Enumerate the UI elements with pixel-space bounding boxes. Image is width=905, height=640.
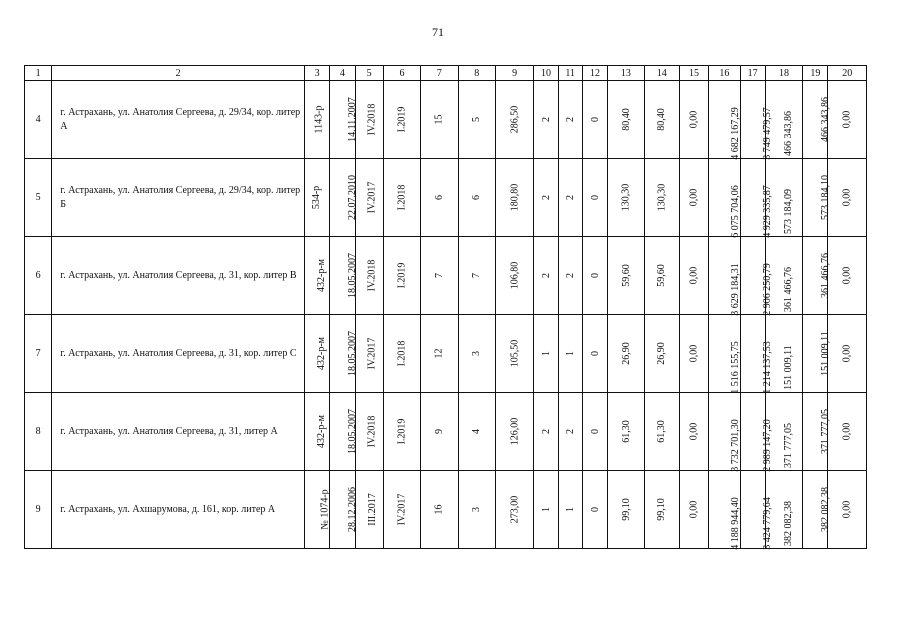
table-row (25, 159, 867, 237)
header-cell: 10 (534, 66, 558, 81)
value-text: 0,00 (688, 188, 700, 207)
value-text: IV.2017 (365, 337, 377, 370)
value-text: 1 (540, 351, 552, 356)
value-cell-c5 (355, 81, 383, 159)
value-cell-c9 (495, 393, 533, 471)
value-text: 151 009,11 (820, 331, 832, 376)
value-text: 4 929 335,87 (761, 185, 773, 238)
value-text: 4 (471, 429, 483, 434)
value-cell-c13 (608, 315, 644, 393)
value-text: 2 (540, 117, 552, 122)
value-text: 0,00 (688, 266, 700, 285)
value-cell-c20 (828, 159, 867, 237)
value-text: 130,30 (656, 183, 668, 212)
value-cell-c3 (304, 81, 329, 159)
value-cell-c12 (582, 159, 607, 237)
value-text: 14.11.2007 (347, 97, 359, 142)
value-text: 0 (589, 507, 601, 512)
table-row (25, 393, 867, 471)
value-text: 26,90 (656, 342, 668, 365)
value-text: I.2019 (396, 106, 408, 133)
value-cell-c9 (495, 159, 533, 237)
header-cell: 3 (304, 66, 329, 81)
value-cell-c17 (740, 393, 773, 472)
value-text: 5 (471, 117, 483, 122)
value-cell-c12 (582, 81, 607, 159)
value-text: 0,00 (841, 500, 853, 519)
value-text: 1 (564, 507, 576, 512)
value-cell-c8 (458, 393, 495, 471)
value-text: I.2019 (396, 262, 408, 289)
value-text: 99,10 (620, 498, 632, 521)
value-cell-c8 (458, 471, 495, 549)
value-cell-c12 (582, 471, 607, 549)
value-cell-c4 (330, 471, 359, 549)
value-text: 7 (471, 273, 483, 278)
value-cell-c4 (330, 81, 359, 159)
value-cell-c15 (679, 81, 708, 159)
value-cell-c19 (803, 159, 832, 237)
value-text: 18.05.2007 (347, 331, 359, 376)
value-text: 1 (564, 351, 576, 356)
value-text: 2 (564, 429, 576, 434)
row-number-cell: 7 (25, 315, 52, 393)
value-cell-c16 (709, 81, 740, 159)
value-cell-c7 (421, 159, 458, 237)
header-cell: 18 (765, 66, 802, 81)
value-text: 4 682 167,29 (729, 107, 741, 160)
value-text: 7 (433, 273, 445, 278)
value-text: 1143-р (313, 105, 325, 134)
value-text: 4 188 944,40 (729, 497, 741, 550)
value-cell-c3 (304, 159, 329, 237)
value-cell-c17 (740, 315, 773, 394)
header-cell: 12 (582, 66, 607, 81)
value-text: 3 732 701,30 (729, 419, 741, 472)
value-cell-c13 (608, 237, 644, 315)
header-cell: 8 (458, 66, 495, 81)
value-text: 105,50 (509, 339, 521, 368)
value-text: IV.2017 (365, 181, 377, 214)
housing-table (24, 65, 867, 549)
value-cell-c8 (458, 237, 495, 315)
value-cell-c19 (803, 393, 832, 471)
value-text: 16 (433, 504, 445, 515)
value-text: 18.05.2007 (347, 253, 359, 298)
value-text: 466 343,86 (820, 97, 832, 142)
value-text: 0,00 (688, 422, 700, 441)
value-text: IV.2018 (365, 415, 377, 448)
value-cell-c9 (495, 315, 533, 393)
value-text: 180,80 (509, 183, 521, 212)
value-cell-c12 (582, 315, 607, 393)
value-text: 1 (540, 507, 552, 512)
value-cell-c16 (709, 237, 740, 315)
value-text: 3 (471, 351, 483, 356)
header-cell: 1 (25, 66, 52, 81)
value-cell-c10 (534, 471, 558, 549)
table-row (25, 471, 867, 549)
row-number-cell: 5 (25, 159, 52, 237)
value-text: 22.07.2010 (347, 175, 359, 220)
value-cell-c9 (495, 81, 533, 159)
row-number-cell: 9 (25, 471, 52, 549)
value-text: 0,00 (841, 422, 853, 441)
value-text: 2 (564, 195, 576, 200)
value-cell-c17 (740, 159, 773, 238)
value-cell-c3 (304, 237, 329, 315)
header-cell: 7 (421, 66, 458, 81)
value-text: 1 214 137,53 (761, 341, 773, 394)
value-text: 0,00 (841, 110, 853, 129)
value-text: 0 (589, 195, 601, 200)
value-text: 371 777,05 (820, 409, 832, 454)
value-text: 12 (433, 348, 445, 359)
value-cell-c8 (458, 81, 495, 159)
value-text: 0 (589, 429, 601, 434)
value-text: 2 (540, 195, 552, 200)
page-number: 71 (432, 25, 444, 39)
value-cell-c4 (330, 237, 359, 315)
header-cell: 2 (52, 66, 305, 81)
value-cell-c11 (558, 159, 582, 237)
address-cell: г. Астрахань, ул. Анатолия Сергеева, д. 31, кор. литер В (52, 237, 305, 315)
value-cell-c3 (304, 393, 329, 471)
header-cell: 20 (828, 66, 867, 81)
value-text: IV.2017 (396, 493, 408, 526)
header-cell: 15 (679, 66, 708, 81)
value-text: 0,00 (688, 344, 700, 363)
value-text: 6 (433, 195, 445, 200)
value-cell-c20 (828, 315, 867, 393)
value-text: 0 (589, 117, 601, 122)
value-cell-c13 (608, 81, 644, 159)
value-text: 151 009,11 (782, 345, 794, 390)
value-cell-c7 (421, 393, 458, 471)
value-text: 371 777,05 (782, 423, 794, 468)
address-cell: г. Астрахань, ул. Ахшарумова, д. 161, кор. литер А (52, 471, 305, 549)
value-text: 15 (433, 114, 445, 125)
value-cell-c15 (679, 471, 708, 549)
value-text: 59,60 (620, 264, 632, 287)
value-text: 0 (589, 273, 601, 278)
header-cell: 14 (644, 66, 679, 81)
value-text: 3 424 779,64 (761, 497, 773, 550)
value-text: 6 (471, 195, 483, 200)
value-cell-c12 (582, 393, 607, 471)
value-text: III.2017 (366, 493, 378, 526)
value-text: 1 516 155,75 (729, 341, 741, 394)
table-row (25, 81, 867, 159)
value-cell-c14 (644, 237, 679, 315)
value-text: I.2018 (396, 340, 408, 367)
value-cell-c5 (355, 237, 383, 315)
value-cell-c15 (679, 159, 708, 237)
value-cell-c15 (679, 393, 708, 471)
address-cell: г. Астрахань, ул. Анатолия Сергеева, д. 29/34, кор. литер Б (52, 159, 305, 237)
value-cell-c15 (679, 315, 708, 393)
value-text: 106,80 (509, 261, 521, 290)
value-cell-c11 (558, 237, 582, 315)
value-cell-c14 (644, 393, 679, 471)
value-cell-c13 (608, 393, 644, 471)
value-text: 361 466,76 (820, 253, 832, 298)
value-text: 0,00 (688, 500, 700, 519)
value-text: 80,40 (620, 108, 632, 131)
value-cell-c6 (383, 237, 420, 315)
value-text: 361 466,76 (782, 267, 794, 312)
table-row (25, 237, 867, 315)
value-text: 2 989 147,20 (761, 419, 773, 472)
value-cell-c3 (304, 471, 329, 549)
value-cell-c7 (421, 237, 458, 315)
value-text: 126,00 (509, 417, 521, 446)
value-cell-c10 (534, 393, 558, 471)
value-cell-c4 (330, 393, 359, 471)
value-cell-c14 (644, 81, 679, 159)
value-cell-c4 (330, 159, 359, 237)
address-cell: г. Астрахань, ул. Анатолия Сергеева, д. 31, литер А (52, 393, 305, 471)
value-text: 382 082,38 (820, 487, 832, 532)
value-cell-c11 (558, 315, 582, 393)
header-cell: 5 (355, 66, 383, 81)
value-text: 6 075 704,06 (729, 185, 741, 238)
table-row (25, 315, 867, 393)
value-cell-c17 (740, 81, 773, 160)
value-cell-c6 (383, 471, 420, 549)
value-cell-c6 (383, 315, 420, 393)
value-cell-c17 (740, 471, 773, 550)
value-text: 273,00 (509, 495, 521, 524)
value-cell-c20 (828, 471, 867, 549)
value-cell-c19 (803, 237, 832, 315)
value-cell-c14 (644, 471, 679, 549)
value-cell-c19 (803, 471, 832, 549)
value-cell-c3 (304, 315, 329, 393)
value-text: 3 (471, 507, 483, 512)
value-cell-c4 (330, 315, 359, 393)
value-text: 432-р-м (315, 259, 327, 292)
value-cell-c16 (709, 159, 740, 237)
value-text: 0,00 (841, 188, 853, 207)
value-text: 18.05.2007 (347, 409, 359, 454)
value-text: IV.2018 (365, 259, 377, 292)
value-cell-c7 (421, 471, 458, 549)
value-text: 61,30 (656, 420, 668, 443)
value-cell-c9 (495, 237, 533, 315)
value-text: 286,50 (509, 105, 521, 134)
value-text: 2 (540, 273, 552, 278)
value-text: 0,00 (688, 110, 700, 129)
value-text: 59,60 (656, 264, 668, 287)
value-text: IV.2018 (365, 103, 377, 136)
value-text: 80,40 (656, 108, 668, 131)
value-text: 3 629 184,31 (729, 263, 741, 316)
value-cell-c14 (644, 159, 679, 237)
value-cell-c15 (679, 237, 708, 315)
header-cell: 13 (608, 66, 644, 81)
value-cell-c5 (355, 315, 383, 393)
header-cell: 11 (558, 66, 582, 81)
value-cell-c5 (355, 471, 383, 549)
value-text: 0,00 (841, 344, 853, 363)
value-text: 382 082,38 (782, 501, 794, 546)
header-cell: 19 (803, 66, 828, 81)
value-text: I.2019 (396, 418, 408, 445)
value-cell-c5 (355, 159, 383, 237)
value-cell-c6 (383, 393, 420, 471)
value-cell-c11 (558, 471, 582, 549)
row-number-cell: 4 (25, 81, 52, 159)
header-cell: 9 (495, 66, 533, 81)
value-cell-c11 (558, 393, 582, 471)
value-text: 26,90 (620, 342, 632, 365)
value-text: 0,00 (841, 266, 853, 285)
value-text: № 1074-р (319, 489, 331, 530)
value-cell-c20 (828, 81, 867, 159)
value-cell-c20 (828, 393, 867, 471)
value-text: 573 184,10 (820, 175, 832, 220)
header-cell: 17 (740, 66, 765, 81)
address-cell: г. Астрахань, ул. Анатолия Сергеева, д. 29/34, кор. литер А (52, 81, 305, 159)
value-text: I.2018 (396, 184, 408, 211)
value-text: 2 (540, 429, 552, 434)
value-text: 0 (589, 351, 601, 356)
value-cell-c13 (608, 471, 644, 549)
value-cell-c6 (383, 159, 420, 237)
value-text: 432-р-м (315, 337, 327, 370)
value-text: 28.12.2006 (347, 487, 359, 532)
value-text: 534-р (311, 185, 323, 210)
value-cell-c10 (534, 237, 558, 315)
value-cell-c7 (421, 315, 458, 393)
value-text: 99,10 (656, 498, 668, 521)
value-text: 2 (564, 273, 576, 278)
value-cell-c16 (709, 315, 740, 393)
value-text: 2 906 250,79 (761, 263, 773, 316)
row-number-cell: 6 (25, 237, 52, 315)
value-cell-c11 (558, 81, 582, 159)
header-cell: 6 (383, 66, 420, 81)
value-text: 2 (564, 117, 576, 122)
value-cell-c7 (421, 81, 458, 159)
row-number-cell: 8 (25, 393, 52, 471)
value-cell-c20 (828, 237, 867, 315)
value-cell-c8 (458, 315, 495, 393)
value-text: 573 184,09 (782, 189, 794, 234)
value-cell-c13 (608, 159, 644, 237)
value-cell-c12 (582, 237, 607, 315)
value-cell-c16 (709, 471, 740, 549)
value-text: 9 (433, 429, 445, 434)
value-text: 432-р-м (315, 415, 327, 448)
value-cell-c10 (534, 315, 558, 393)
value-cell-c19 (803, 81, 832, 159)
address-cell: г. Астрахань, ул. Анатолия Сергеева, д. 31, кор. литер С (52, 315, 305, 393)
value-cell-c9 (495, 471, 533, 549)
value-cell-c8 (458, 159, 495, 237)
value-cell-c10 (534, 159, 558, 237)
value-text: 466 343,86 (782, 111, 794, 156)
value-cell-c17 (740, 237, 773, 316)
value-cell-c14 (644, 315, 679, 393)
value-text: 3 749 479,57 (761, 107, 773, 160)
header-row (25, 66, 867, 81)
value-text: 61,30 (620, 420, 632, 443)
value-text: 130,30 (620, 183, 632, 212)
value-cell-c10 (534, 81, 558, 159)
value-cell-c6 (383, 81, 420, 159)
value-cell-c16 (709, 393, 740, 471)
header-cell: 4 (330, 66, 355, 81)
header-cell: 16 (709, 66, 740, 81)
value-cell-c5 (355, 393, 383, 471)
value-cell-c19 (803, 315, 832, 393)
